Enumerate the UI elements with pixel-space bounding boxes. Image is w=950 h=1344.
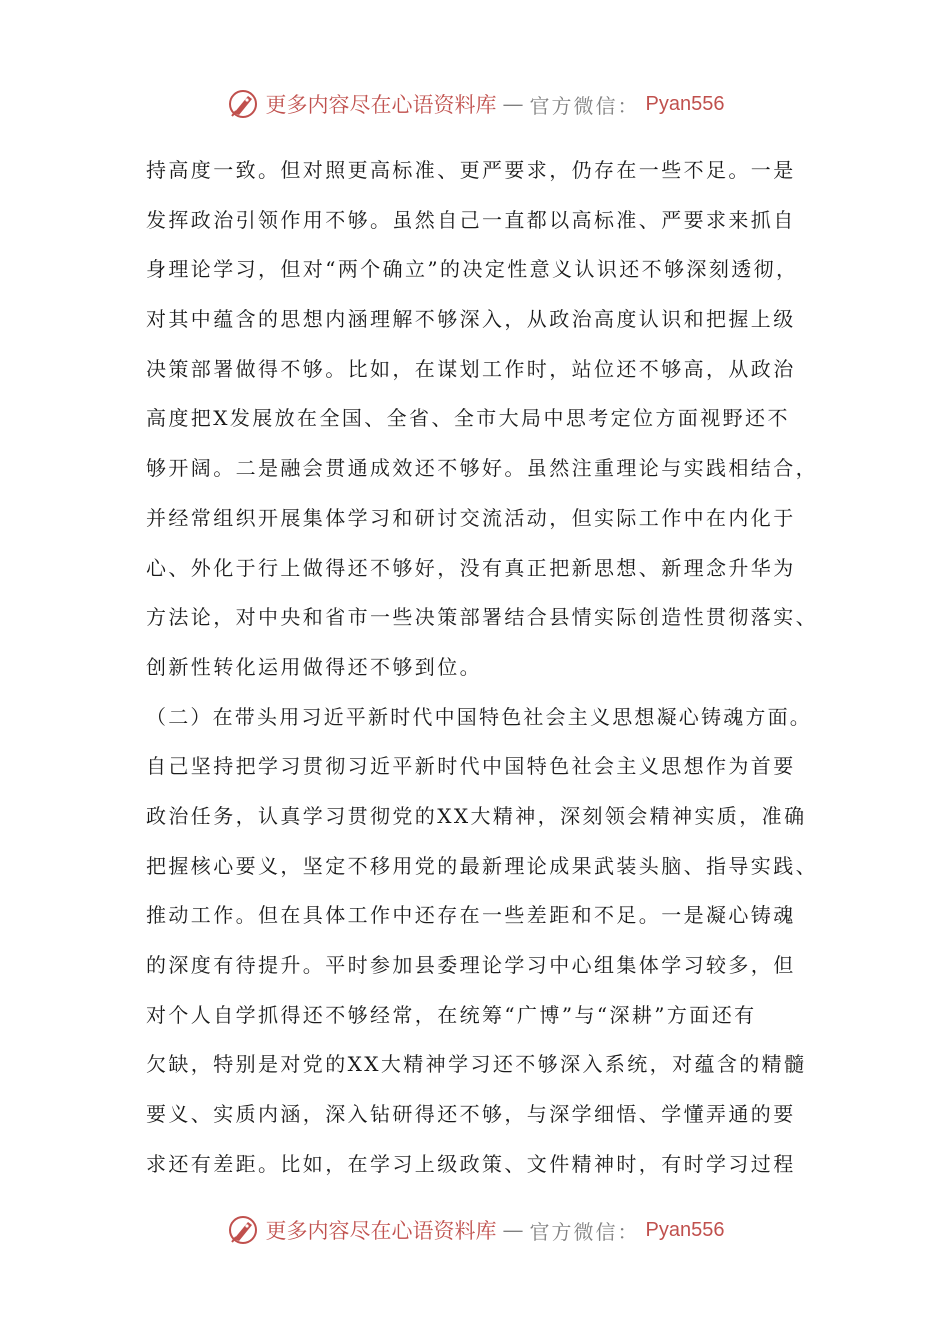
text-line: 够开阔。二是融会贯通成效还不够好。虽然注重理论与实践相结合， (146, 456, 818, 481)
text-line: 创新性转化运用做得还不够到位。 (146, 654, 482, 679)
text-line: 求还有差距。比如，在学习上级政策、文件精神时，有时学习过程 (146, 1151, 796, 1176)
text-line: 的深度有待提升。平时参加县委理论学习中心组集体学习较多，但 (146, 953, 796, 977)
banner-separator: — (502, 1218, 524, 1242)
header-banner (0, 84, 950, 124)
section-heading: （二）在带头用习近平新时代中国特色社会主义思想凝心铸魂方面。 (146, 704, 812, 729)
text-line: 对个人自学抓得还不够经常，在统筹“广博”与“深耕”方面还有 (146, 1002, 757, 1027)
site-name: 更多内容尽在心语资料库 (265, 93, 497, 117)
footer-banner (0, 1210, 950, 1250)
wechat-label: 官方微信： (529, 93, 640, 118)
text-line: 欠缺，特别是对党的XX大精神学习还不够深入系统，对蕴含的精髓 (146, 1052, 807, 1077)
text-line: 决策部署做得不够。比如，在谋划工作时，站位还不够高，从政治 (146, 356, 796, 381)
text-line: 对其中蕴含的思想内涵理解不够深入，从政治高度认识和把握上级 (146, 307, 796, 332)
text-line: 方法论，对中央和省市一些决策部署结合县情实际创造性贯彻落实、 (146, 605, 818, 630)
wechat-id: Pyan556 (645, 1218, 725, 1241)
text-line: 高度把X发展放在全国、全省、全市大局中思考定位方面视野还不 (146, 406, 790, 431)
text-line: 推动工作。但在具体工作中还存在一些差距和不足。一是凝心铸魂 (146, 903, 796, 928)
text-line: 发挥政治引领作用不够。虽然自己一直都以高标准、严要求来抓自 (146, 207, 796, 232)
text-line: 心、外化于行上做得还不够好，没有真正把新思想、新理念升华为 (146, 555, 796, 580)
wechat-id: Pyan556 (645, 92, 725, 115)
pen-nib-logo-icon (226, 87, 260, 121)
wechat-label: 官方微信： (529, 1219, 640, 1244)
document-body (146, 146, 826, 1189)
text-line: 自己坚持把学习贯彻习近平新时代中国特色社会主义思想作为首要 (146, 754, 796, 779)
text-line: 身理论学习，但对“两个确立”的决定性意义认识还不够深刻透彻， (146, 257, 799, 282)
text-line: 要义、实质内涵，深入钻研得还不够，与深学细悟、学懂弄通的要 (146, 1102, 796, 1127)
pen-nib-logo-icon (226, 1213, 260, 1247)
site-name: 更多内容尽在心语资料库 (265, 1219, 497, 1243)
text-line: 把握核心要义，坚定不移用党的最新理论成果武装头脑、指导实践、 (146, 853, 818, 878)
text-line: 并经常组织开展集体学习和研讨交流活动，但实际工作中在内化于 (146, 505, 796, 530)
banner-separator: — (502, 92, 524, 116)
text-line: 政治任务，认真学习贯彻党的XX大精神，深刻领会精神实质，准确 (146, 803, 807, 828)
text-line: 持高度一致。但对照更高标准、更严要求，仍存在一些不足。一是 (146, 158, 796, 182)
